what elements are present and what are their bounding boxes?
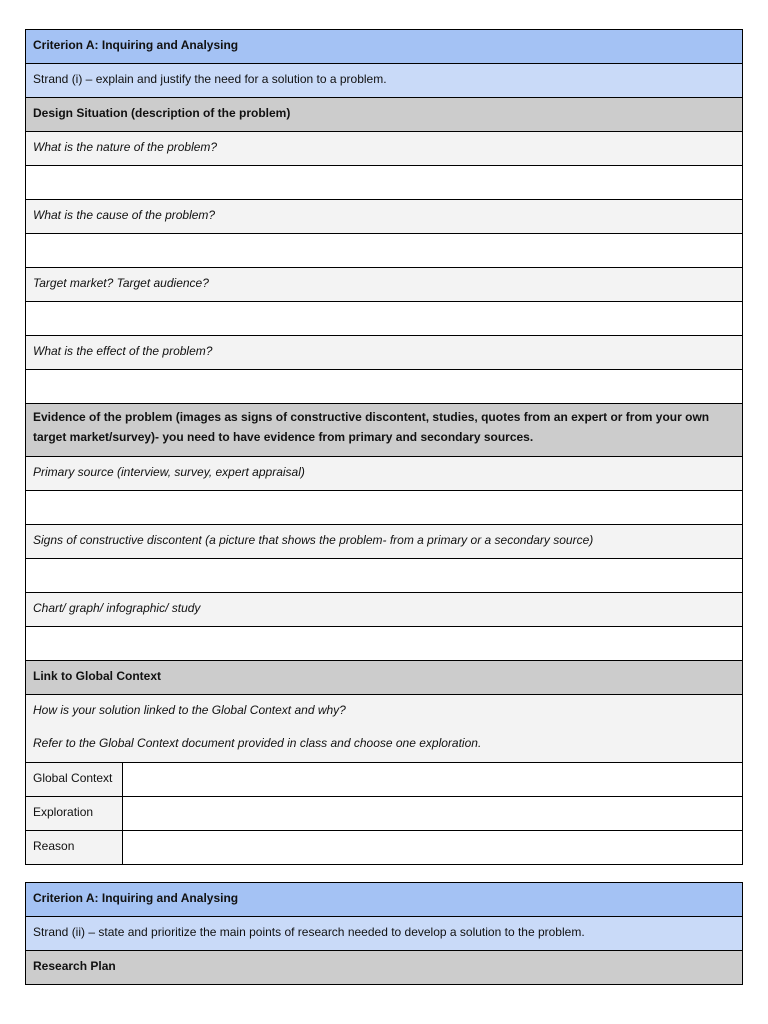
question-prompt: What is the effect of the problem? — [26, 336, 743, 370]
evidence-heading: Evidence of the problem (images as signs of constructive discontent, studies, quotes from an expert or from your own target market/survey)- you need to have evidence from primary and secondary sources. — [26, 404, 743, 457]
answer-field-discontent[interactable] — [26, 559, 743, 593]
criterion-a-strand-ii-table — [25, 882, 743, 985]
criterion-title: Criterion A: Inquiring and Analysing — [26, 883, 743, 917]
criterion-a-strand-i-table — [25, 29, 743, 865]
global-context-input[interactable] — [123, 763, 743, 797]
answer-field-chart[interactable] — [26, 627, 743, 661]
evidence-prompt: Chart/ graph/ infographic/ study — [26, 593, 743, 627]
exploration-input[interactable] — [123, 797, 743, 831]
research-plan-heading: Research Plan — [26, 951, 743, 985]
strand-description: Strand (ii) – state and prioritize the main points of research needed to develop a solution to the problem. — [26, 917, 743, 951]
evidence-prompt: Primary source (interview, survey, expert appraisal) — [26, 457, 743, 491]
answer-field-cause[interactable] — [26, 234, 743, 268]
global-context-heading: Link to Global Context — [26, 661, 743, 695]
question-prompt: What is the nature of the problem? — [26, 132, 743, 166]
question-prompt: What is the cause of the problem? — [26, 200, 743, 234]
criterion-title: Criterion A: Inquiring and Analysing — [26, 30, 743, 64]
evidence-prompt: Signs of constructive discontent (a picture that shows the problem- from a primary or a secondary source) — [26, 525, 743, 559]
answer-field-target[interactable] — [26, 302, 743, 336]
answer-field-primary-source[interactable] — [26, 491, 743, 525]
reason-input[interactable] — [123, 831, 743, 865]
answer-field-effect[interactable] — [26, 370, 743, 404]
global-context-instructions — [26, 695, 743, 763]
gc-row-label: Exploration — [26, 797, 123, 831]
global-context-question: How is your solution linked to the Global Context and why? — [33, 703, 346, 717]
design-situation-heading: Design Situation (description of the problem) — [26, 98, 743, 132]
strand-description: Strand (i) – explain and justify the need for a solution to a problem. — [26, 64, 743, 98]
gc-row-label: Reason — [26, 831, 123, 865]
answer-field-nature[interactable] — [26, 166, 743, 200]
global-context-instruction: Refer to the Global Context document provided in class and choose one exploration. — [33, 736, 482, 750]
gc-row-label: Global Context — [26, 763, 123, 797]
question-prompt: Target market? Target audience? — [26, 268, 743, 302]
